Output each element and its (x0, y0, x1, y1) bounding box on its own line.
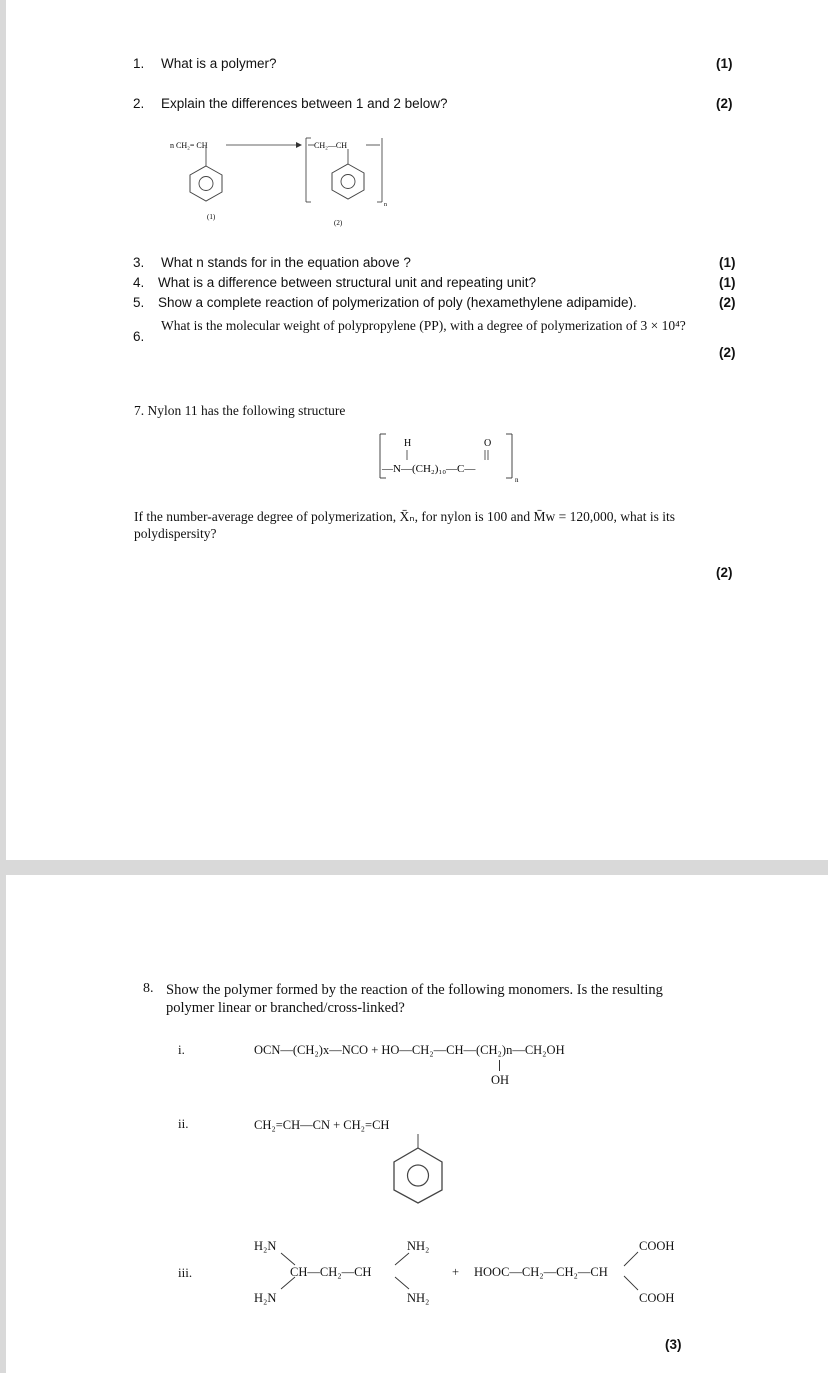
q8-iii-cooh-bottom: COOH (639, 1291, 675, 1305)
q8-i-oh: OH (491, 1073, 510, 1087)
polymer-subscript-n: n (384, 202, 387, 208)
q8-iii-cooh-top: COOH (639, 1239, 675, 1253)
q5-text: Show a complete reaction of polymerization of poly (hexamethylene adipamide). (158, 295, 637, 310)
q6-number: 6. (133, 329, 145, 344)
q3-marks: (1) (719, 255, 736, 270)
q7-title: 7. Nylon 11 has the following structure (134, 403, 346, 418)
q7-text-line2: polydispersity? (134, 526, 217, 541)
q8-iii-h2n-bottom: H₂N (254, 1291, 277, 1305)
q8-marks: (3) (665, 1337, 682, 1352)
q3-number: 3. (133, 255, 145, 270)
q8-ii-equation: CH₂=CH—CN + CH₂=CH (254, 1118, 390, 1132)
q8-iii-acid-bonds (616, 1247, 646, 1295)
styrene-polymerization-diagram (156, 130, 396, 230)
structure-hydrogen: H (404, 438, 412, 449)
diagram-label-1: (1) (207, 213, 216, 221)
q8-iii-nh2-top: NH₂ (407, 1239, 430, 1253)
diagram-label-2: (2) (334, 219, 343, 227)
worksheet-page-1 (6, 0, 828, 860)
benzene-ring-1 (190, 166, 222, 201)
q6-text: What is the molecular weight of polypropylene (PP), with a degree of polymerization of 3 × 10⁴? (161, 318, 686, 333)
q5-marks: (2) (719, 295, 736, 310)
q2-text: Explain the differences between 1 and 2 below? (161, 96, 448, 111)
q4-number: 4. (133, 275, 145, 290)
q8-number: 8. (143, 981, 154, 996)
q7-marks: (2) (716, 565, 733, 580)
structure-chain: —N—(CH₂)₁₀—C— (382, 463, 476, 475)
structure-oxygen: O (484, 438, 492, 449)
q4-marks: (1) (719, 275, 736, 290)
q2-number: 2. (133, 96, 145, 111)
q8-iii-label: iii. (178, 1265, 193, 1280)
q1-marks: (1) (716, 56, 733, 71)
benzene-ring-2 (332, 164, 364, 199)
worksheet-page-2 (6, 875, 828, 1373)
q8-i-equation: OCN—(CH₂)x—NCO + HO—CH₂—CH—(CH₂)n—CH₂OH (254, 1043, 565, 1057)
q6-marks: (2) (719, 345, 736, 360)
q4-text: What is a difference between structural unit and repeating unit? (158, 275, 536, 290)
q1-number: 1. (133, 56, 145, 71)
q7-text-line1: If the number-average degree of polymerization, X̄ₙ, for nylon is 100 and M̄w = 120,000, what is its (134, 509, 675, 524)
q8-iii-core: CH—CH₂—CH (290, 1265, 372, 1279)
q8-text-line2: polymer linear or branched/cross-linked? (166, 1000, 405, 1016)
q5-number: 5. (133, 295, 145, 310)
q1-text: What is a polymer? (161, 56, 277, 71)
nylon-11-structure (374, 430, 524, 486)
q8-iii-acid: HOOC—CH₂—CH₂—CH (474, 1265, 608, 1279)
polystyrene-unit-label: CH₂—CH (314, 141, 348, 150)
q8-ii-label: ii. (178, 1116, 189, 1131)
q2-marks: (2) (716, 96, 733, 111)
q3-text: What n stands for in the equation above ? (161, 255, 411, 270)
q8-text-line1: Show the polymer formed by the reaction of the following monomers. Is the resulting (166, 982, 663, 998)
styrene-benzene-ring (391, 1134, 447, 1204)
structure-subscript-n: n (515, 476, 519, 484)
q8-iii-plus: + (452, 1265, 460, 1279)
styrene-monomer-label: n CH₂= CH (170, 141, 208, 150)
q8-i-label: i. (178, 1042, 185, 1057)
q8-iii-h2n-top: H₂N (254, 1239, 277, 1253)
q8-iii-nh2-bottom: NH₂ (407, 1291, 430, 1305)
q8-i-oh-bond (499, 1060, 500, 1071)
